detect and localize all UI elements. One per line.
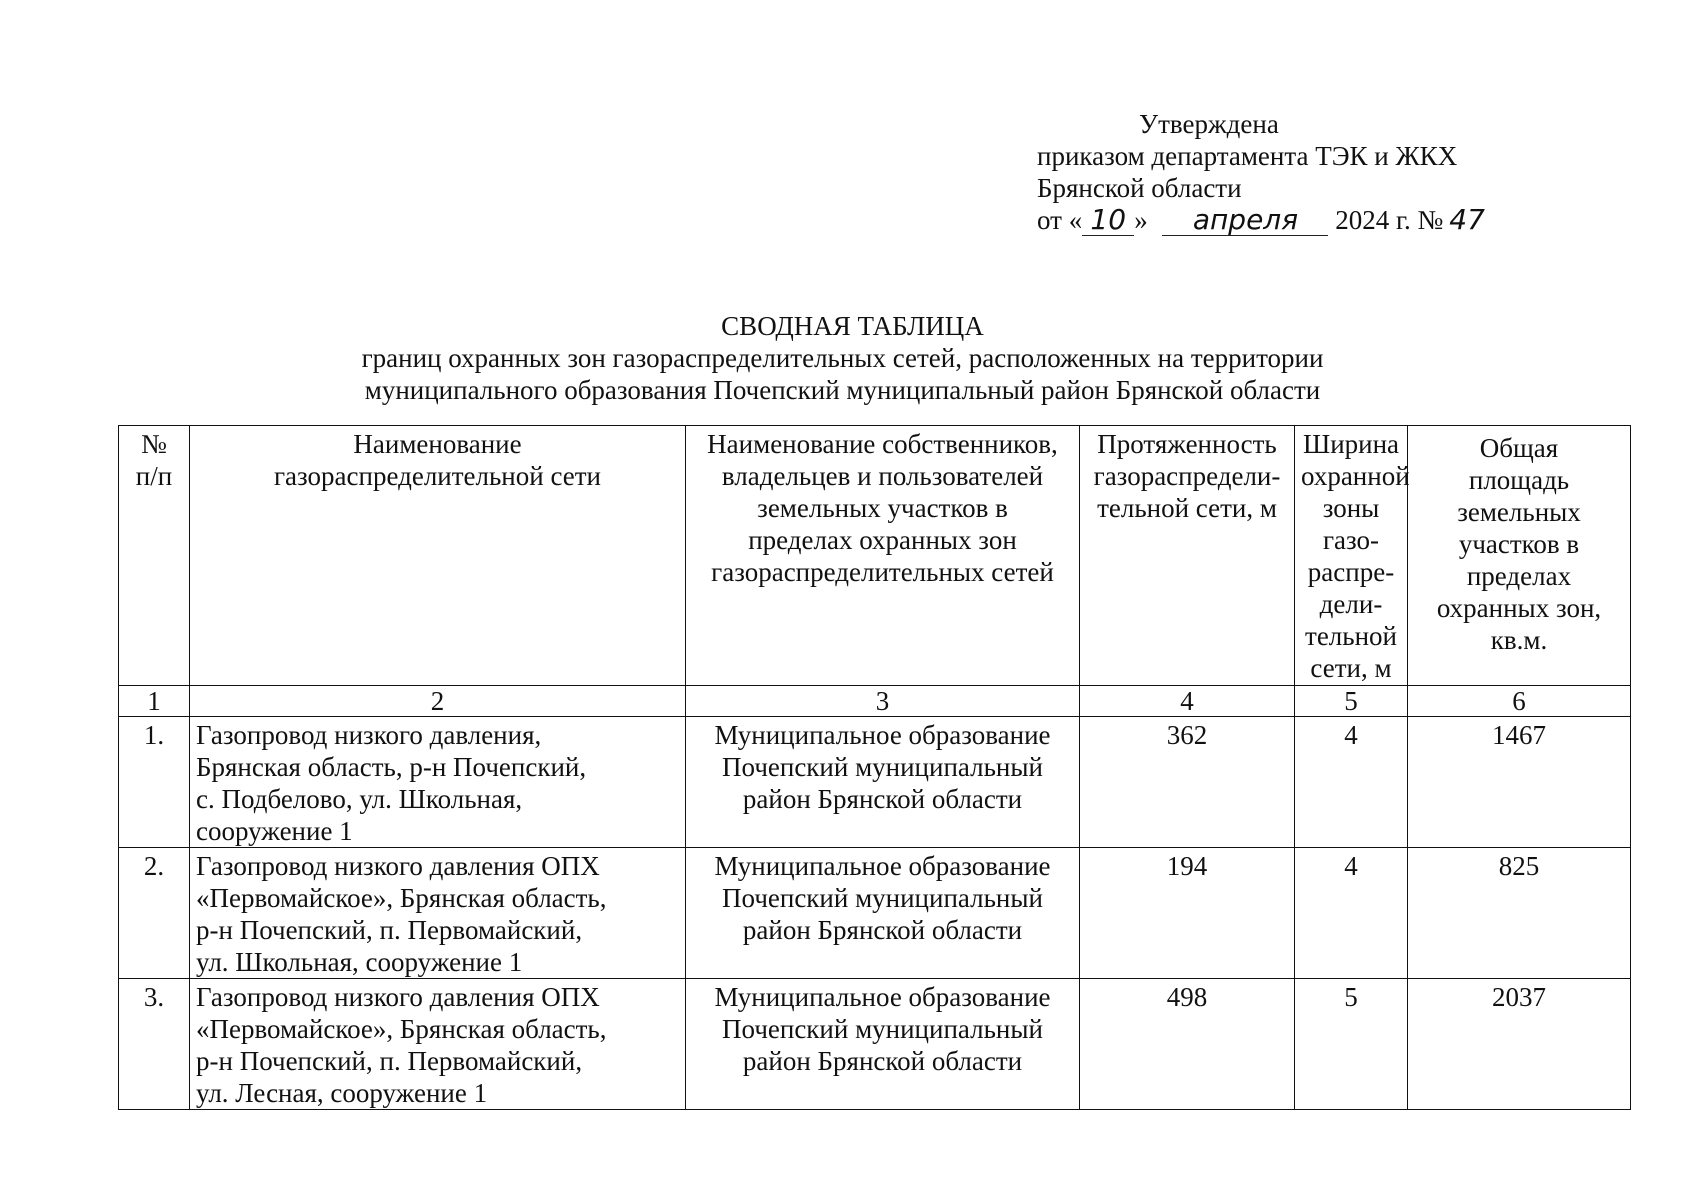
cell-line: ул. Лесная, сооружение 1 (196, 1078, 488, 1108)
cell-line: п/п (135, 461, 173, 491)
cell-line: Наименование (353, 429, 522, 459)
cell-line: газораспредели- (1093, 461, 1281, 491)
cell-line: «Первомайское», Брянская область, (196, 883, 607, 913)
column-number: 1 (119, 686, 190, 717)
cell-line: владельцев и пользователей (721, 461, 1044, 491)
cell-line: Муниципальное образование (714, 720, 1051, 750)
handwritten-day: 10 (1082, 205, 1134, 236)
table-row (119, 717, 1631, 848)
handwritten-order-number: 47 (1449, 203, 1485, 236)
cell-line: р-н Почепский, п. Первомайский, (196, 915, 583, 945)
cell-line: газо- (1322, 525, 1380, 555)
table-row (119, 848, 1631, 979)
cell-line: Почепский муниципальный (722, 1014, 1043, 1044)
cell-line: Общая (1479, 433, 1559, 463)
header-cell-number (119, 426, 190, 686)
cell-line: № (141, 429, 167, 459)
date-quote-close: » (1134, 205, 1148, 235)
cell-line: земельных участков в (757, 493, 1008, 523)
approval-title: Утверждена (1139, 109, 1279, 139)
cell-line: сети, м (1310, 653, 1392, 683)
cell-line: тельной сети, м (1097, 493, 1277, 523)
row-number: 1. (119, 717, 190, 848)
cell-line: охранной (1301, 461, 1410, 491)
cell-line: Почепский муниципальный (722, 883, 1043, 913)
cell-line: с. Подбелово, ул. Школьная, (196, 784, 523, 814)
cell-line: газораспределительных сетей (711, 557, 1054, 587)
cell-line: Ширина (1302, 429, 1400, 459)
document-title (0, 310, 1685, 406)
cell-line: Газопровод низкого давления ОПХ (196, 851, 600, 881)
date-prefix: от « (1037, 205, 1083, 235)
cell-line: пределах охранных зон (748, 525, 1017, 555)
cell-line: Брянская область, р-н Почепский, (196, 752, 587, 782)
cell-line: «Первомайское», Брянская область, (196, 1014, 607, 1044)
approval-date-line (1037, 204, 1485, 236)
network-length: 194 (1080, 848, 1295, 979)
summary-table (118, 425, 1631, 1110)
owner-name (686, 979, 1080, 1110)
cell-line: Почепский муниципальный (722, 752, 1043, 782)
cell-line: кв.м. (1490, 625, 1548, 655)
header-cell-owners (686, 426, 1080, 686)
column-number-row (119, 686, 1631, 717)
cell-line: распре- (1307, 557, 1395, 587)
handwritten-month: апреля (1162, 205, 1328, 236)
cell-line: Муниципальное образование (714, 851, 1051, 881)
cell-line: Наименование собственников, (707, 429, 1058, 459)
cell-line: ул. Школьная, сооружение 1 (196, 947, 523, 977)
column-number: 3 (686, 686, 1080, 717)
header-cell-zone-width (1295, 426, 1408, 686)
cell-line: земельных (1457, 497, 1581, 527)
cell-line: р-н Почепский, п. Первомайский, (196, 1046, 583, 1076)
zone-width: 4 (1295, 717, 1408, 848)
approval-stamp (1037, 108, 1485, 236)
zone-width: 4 (1295, 848, 1408, 979)
cell-line: Протяженность (1097, 429, 1277, 459)
header-cell-network-name (190, 426, 686, 686)
title-main: СВОДНАЯ ТАБЛИЦА (721, 311, 984, 341)
title-subtitle-2: муниципального образования Почепский муниципальный район Брянской области (364, 375, 1321, 405)
row-number: 2. (119, 848, 190, 979)
cell-line: газораспределительной сети (273, 461, 602, 491)
table-row (119, 979, 1631, 1110)
header-cell-area (1408, 426, 1631, 686)
land-area: 2037 (1408, 979, 1631, 1110)
network-name (190, 848, 686, 979)
cell-line: сооружение 1 (196, 816, 353, 846)
cell-line: район Брянской области (742, 1046, 1023, 1076)
column-number: 5 (1295, 686, 1408, 717)
network-name (190, 717, 686, 848)
cell-line: охранных зон, (1436, 593, 1602, 623)
cell-line: пределах (1466, 561, 1572, 591)
land-area: 825 (1408, 848, 1631, 979)
cell-line: тельной (1305, 621, 1397, 651)
cell-line: Газопровод низкого давления ОПХ (196, 982, 600, 1012)
date-year: 2024 г. (1335, 205, 1411, 235)
row-number: 3. (119, 979, 190, 1110)
cell-line: район Брянской области (742, 784, 1023, 814)
approval-order-line: приказом департамента ТЭК и ЖКХ (1037, 141, 1458, 171)
column-number: 4 (1080, 686, 1295, 717)
cell-line: Муниципальное образование (714, 982, 1051, 1012)
network-length: 362 (1080, 717, 1295, 848)
cell-line: площадь (1468, 465, 1570, 495)
cell-line: район Брянской области (742, 915, 1023, 945)
cell-line: участков в (1458, 529, 1580, 559)
zone-width: 5 (1295, 979, 1408, 1110)
network-name (190, 979, 686, 1110)
cell-line: Газопровод низкого давления, (196, 720, 542, 750)
cell-line: дели- (1319, 589, 1383, 619)
approval-region-line: Брянской области (1037, 173, 1242, 203)
header-cell-length (1080, 426, 1295, 686)
owner-name (686, 717, 1080, 848)
column-number: 2 (190, 686, 686, 717)
column-number: 6 (1408, 686, 1631, 717)
header-row (119, 426, 1631, 686)
title-subtitle-1: границ охранных зон газораспределительных сетей, расположенных на территории (361, 343, 1324, 373)
land-area: 1467 (1408, 717, 1631, 848)
number-sign: № (1417, 205, 1444, 235)
network-length: 498 (1080, 979, 1295, 1110)
cell-line: зоны (1322, 493, 1380, 523)
owner-name (686, 848, 1080, 979)
